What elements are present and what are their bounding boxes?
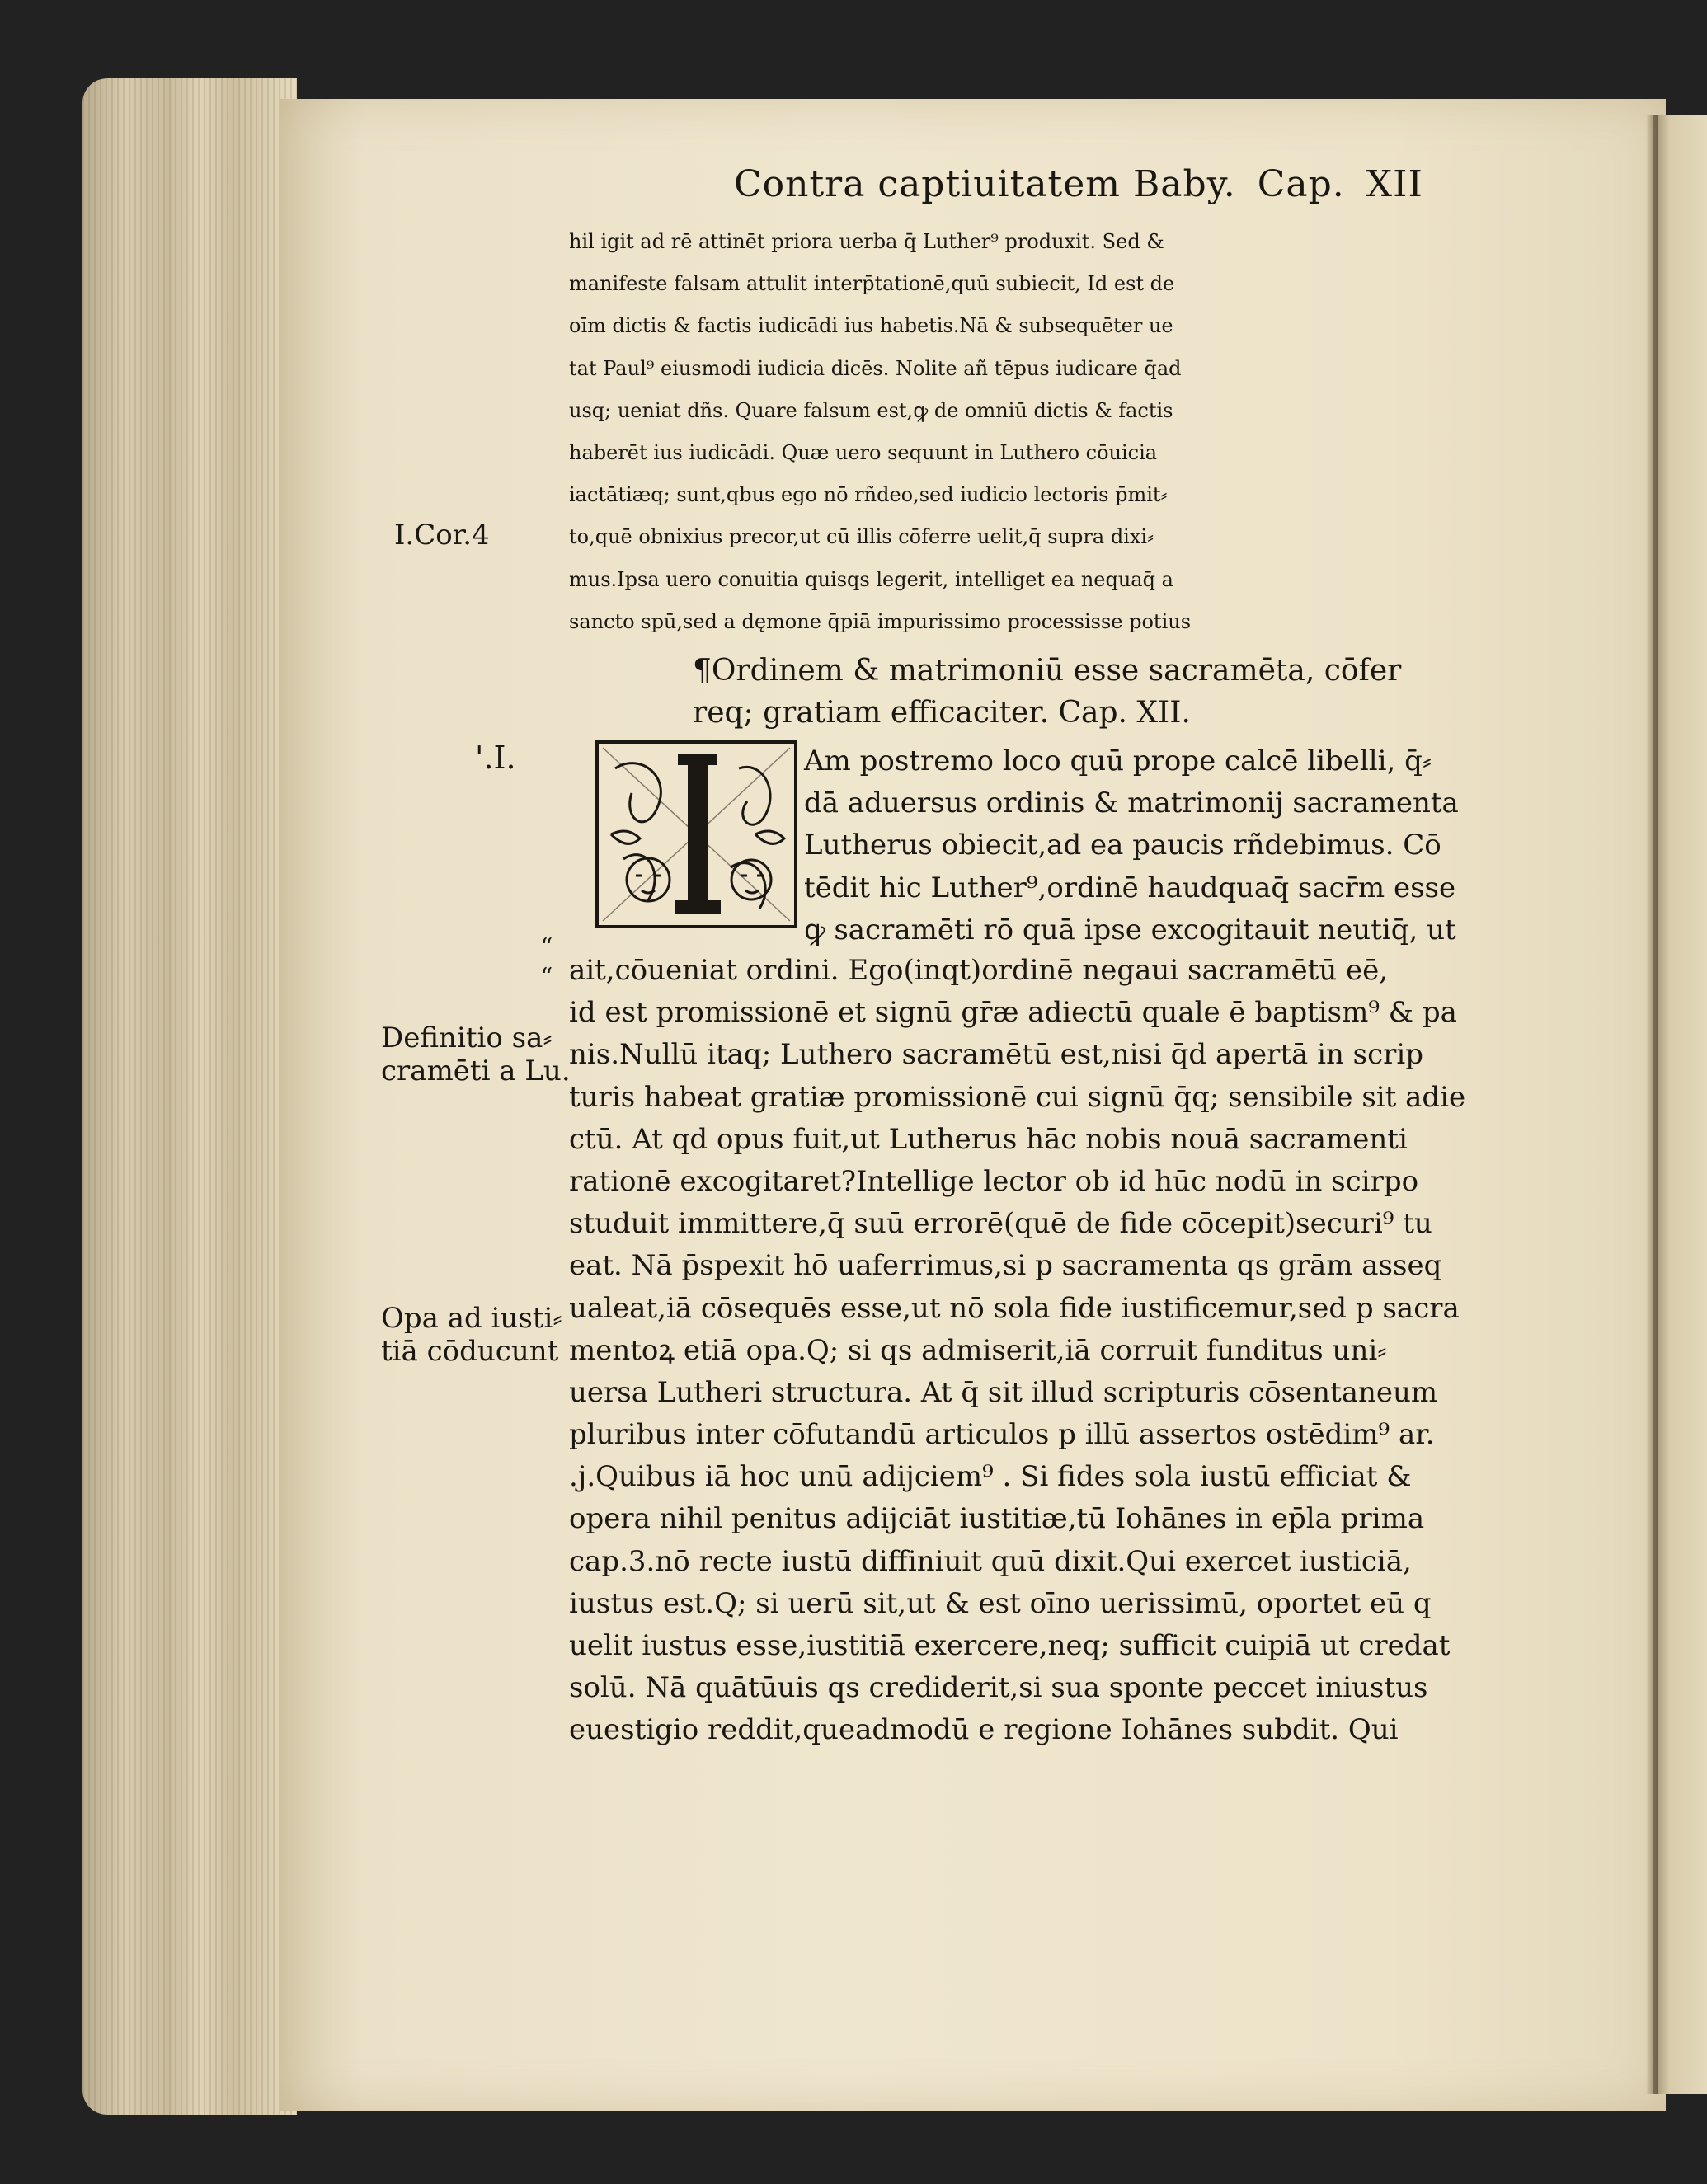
decorated-initial xyxy=(595,740,797,928)
text-line: haberēt ius iudicādi. Quæ uero sequunt in Luthero cōuicia xyxy=(569,440,1158,464)
marginal-note-one: '.I. xyxy=(475,740,516,776)
text-line: .j.Quibus iā hoc unū adijciem⁹ . Si fides sola iustū efficiat & xyxy=(569,1460,1412,1494)
text-line: tat Paul⁹ eiusmodi iudicia dicēs. Nolite añ tēpus iudicare q̄ad xyxy=(569,356,1182,380)
chapter-heading-line: ¶Ordinem & matrimoniū esse sacramēta, cōfer xyxy=(693,654,1402,688)
chapter-heading xyxy=(693,650,1401,734)
text-line: usq; ueniat dñs. Quare falsum est,ꝙ de omniū dictis & factis xyxy=(569,398,1173,422)
text-line: sancto spū,sed a dęmone q̄piā impurissimo processisse potius xyxy=(569,609,1192,633)
text-line: ꝙ sacramēti rō quā ipse excogitauit neutiq̄, ut xyxy=(804,913,1456,946)
text-line: id est promissionē et signū gr̄æ adiectū quale ē baptism⁹ & pa xyxy=(569,996,1457,1030)
text-line: nis.Nullū itaq; Luthero sacramētū est,nisi q̄d apertā in scrip xyxy=(569,1038,1424,1072)
page-block-edges xyxy=(82,78,297,2115)
text-line: eat. Nā p̄spexit hō uaferrimus,si p sacramenta qs grām asseq xyxy=(569,1249,1442,1283)
text-line: ait,cōueniat ordini. Ego(inqt)ordinē negaui sacramētū eē, xyxy=(569,954,1389,987)
text-line: euestigio reddit,queadmodū e regione Iohānes subdit. Qui xyxy=(569,1713,1399,1747)
marginal-note-definitio-1: Definitio sa⸗ xyxy=(381,1022,553,1054)
text-line: cap.3.nō recte iustū diffiniuit quū dixit.Qui exercet iusticiā, xyxy=(569,1544,1412,1578)
body-text-top xyxy=(569,221,1526,643)
text-line: to,quē obnixius precor,ut cū illis cōferre uelit,q̄ supra dixi⸗ xyxy=(569,525,1154,549)
text-line: opera nihil penitus adijciāt iustitiæ,tū Iohānes in ep̄la prima xyxy=(569,1502,1425,1536)
running-head-cap: Cap. xyxy=(1257,163,1345,205)
marginal-note-cor: I.Cor.4 xyxy=(394,519,490,552)
text-line: dā aduersus ordinis & matrimonij sacramenta xyxy=(804,787,1459,820)
text-line: tēdit hic Luther⁹,ordinē haudquaq̄ sacr̄m esse xyxy=(804,871,1456,904)
running-head xyxy=(734,163,1423,205)
marginal-note-opa-1: Opa ad iusti⸗ xyxy=(381,1302,562,1335)
text-line: turis habeat gratiæ promissionē cui signū q̄q; sensibile sit adie xyxy=(569,1080,1466,1114)
running-head-title: Contra captiuitatem Baby. xyxy=(734,163,1236,205)
body-text-bottom xyxy=(569,950,1465,1752)
text-line: mus.Ipsa uero conuitia quisqs legerit, intelliget ea nequaq̄ a xyxy=(569,567,1173,591)
text-line: pluribus inter cōfutandū articulos p illū assertos ostēdim⁹ ar. xyxy=(569,1418,1435,1452)
binding-gutter xyxy=(1646,115,1658,2094)
text-line: studuit immittere,q̄ suū errorē(quē de fide cōcepit)securi⁹ tu xyxy=(569,1207,1432,1241)
text-line: uersa Lutheri structura. At q̄ sit illud scripturis cōsentaneum xyxy=(569,1375,1438,1409)
chapter-heading-line: req; gratiam efficaciter. Cap. XII. xyxy=(693,696,1191,730)
decorated-initial-art xyxy=(599,744,794,925)
text-line: iactātiæq; sunt,qbus ego nō rñdeo,sed iudicio lectoris p̄mit⸗ xyxy=(569,483,1168,507)
marginal-note-opa-2: tiā cōducunt xyxy=(381,1335,559,1368)
text-line: rationē excogitaret?Intellige lector ob id hūc nodū in scirpo xyxy=(569,1164,1419,1198)
running-head-number: XII xyxy=(1366,163,1423,205)
text-line: oīm dictis & factis iudicādi ius habetis.Nā & subsequēter ue xyxy=(569,314,1173,338)
text-line: mentoꝝ etiā opa.Q; si qs admiserit,iā corruit funditus uni⸗ xyxy=(569,1333,1387,1367)
text-line: manifeste falsam attulit interp̄tationē,quū subiecit, Id est de xyxy=(569,272,1175,296)
text-line: solū. Nā quātūuis qs crediderit,si sua sponte peccet iniustus xyxy=(569,1671,1428,1705)
text-line: ualeat,iā cōsequēs esse,ut nō sola fide iustificemur,sed p sacra xyxy=(569,1291,1460,1325)
text-line: Am postremo loco quū prope calcē libelli, q̄⸗ xyxy=(804,744,1432,777)
text-line: ctū. At qd opus fuit,ut Lutherus hāc nobis nouā sacramenti xyxy=(569,1122,1408,1156)
text-line: hil igit ad rē attinēt priora uerba q̄ Luther⁹ produxit. Sed & xyxy=(569,230,1164,253)
facing-page-edge xyxy=(1653,115,1707,2094)
marginal-quote-marks: “ “ xyxy=(540,933,553,992)
text-line: uelit iustus esse,iustitiā exercere,neq; sufficit cuipiā ut credat xyxy=(569,1629,1451,1662)
text-line: iustus est.Q; si uerū sit,ut & est oīno uerissimū, oportet eū q xyxy=(569,1586,1432,1620)
lines-beside-initial xyxy=(804,740,1459,951)
text-line: Lutherus obiecit,ad ea paucis rñdebimus. Cō xyxy=(804,829,1441,862)
marginal-note-definitio-2: cramēti a Lu. xyxy=(381,1054,571,1087)
